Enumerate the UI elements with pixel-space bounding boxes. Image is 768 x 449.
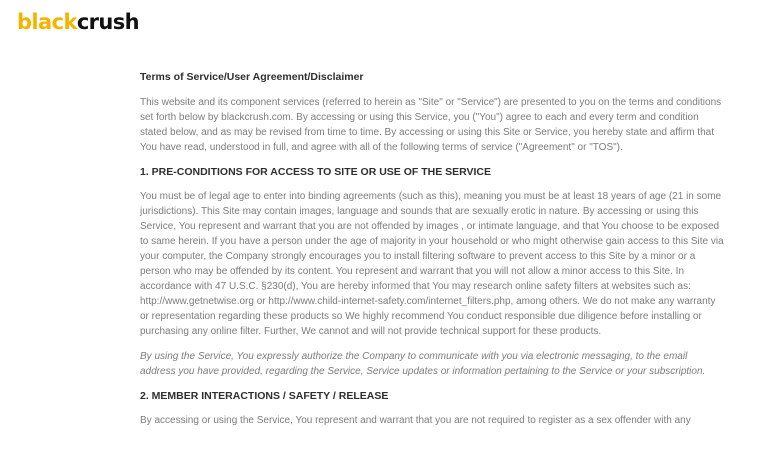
page-title: Terms of Service/User Agreement/Disclaimer (140, 71, 364, 83)
section-1-paragraph: You must be of legal age to enter into binding agreements (such as this), meaning you must be at least 18 years of age (21 in some jurisdictions). This Site may contain images, language and sounds that are sexually erotic in nature. By accessing or using this Service, You represent and warrant that you are not offended by images , or intimate language, and that You choose to be exposed to same herein. If you have a person under the age of majority in your household or who might otherwise gain access to this Site via your computer, the Company strongly encourages you to install filtering software to prevent access to this Site by a minor or a person who may be offended by its content. You represent and warrant that you will not allow a minor access to this Site. In accordance with 47 U.S.C. §230(d), You are hereby informed that You may research online safety filters at websites such as: http://www.getnetwise.org or http://www.child-internet-safety.com/internet_filters.php, among others. We do not make any warranty or representation regarding these products so We highly recommend You conduct responsible due diligence before installing or purchasing any online filter. Further, We cannot and will not provide technical support for these products. (140, 191, 724, 337)
blackcrush-logo[interactable] (17, 9, 139, 35)
section-1-messaging-paragraph: By using the Service, You expressly authorize the Company to communicate with you via electronic messaging, to the email address you have provided, regarding the Service, Service updates or information pertaining to the Service or your subscription. (140, 351, 706, 377)
section-1-heading: 1. PRE-CONDITIONS FOR ACCESS TO SITE OR USE OF THE SERVICE (140, 166, 492, 178)
terms-document (140, 70, 724, 449)
intro-paragraph: This website and its component services (referred to herein as "Site" or "Service") are presented to you on the terms and conditions set forth below by blackcrush.com. By accessing or using this Service, you ("You") agree to each and every term and condition stated below, and as may be revised from time to time. By accessing or using this Site or Service, you hereby state and affirm that You have read, understood in full, and agree with all of the following terms of service ("Agreement" or "TOS"). (140, 97, 722, 153)
section-2-paragraph: By accessing or using the Service, You represent and warrant that you are not required to register as a sex offender with any (140, 415, 691, 426)
logo-part-black: black (17, 10, 77, 34)
logo-part-crush: crush (76, 10, 140, 34)
section-2-heading: 2. MEMBER INTERACTIONS / SAFETY / RELEASE (140, 390, 389, 402)
site-header (0, 0, 768, 44)
